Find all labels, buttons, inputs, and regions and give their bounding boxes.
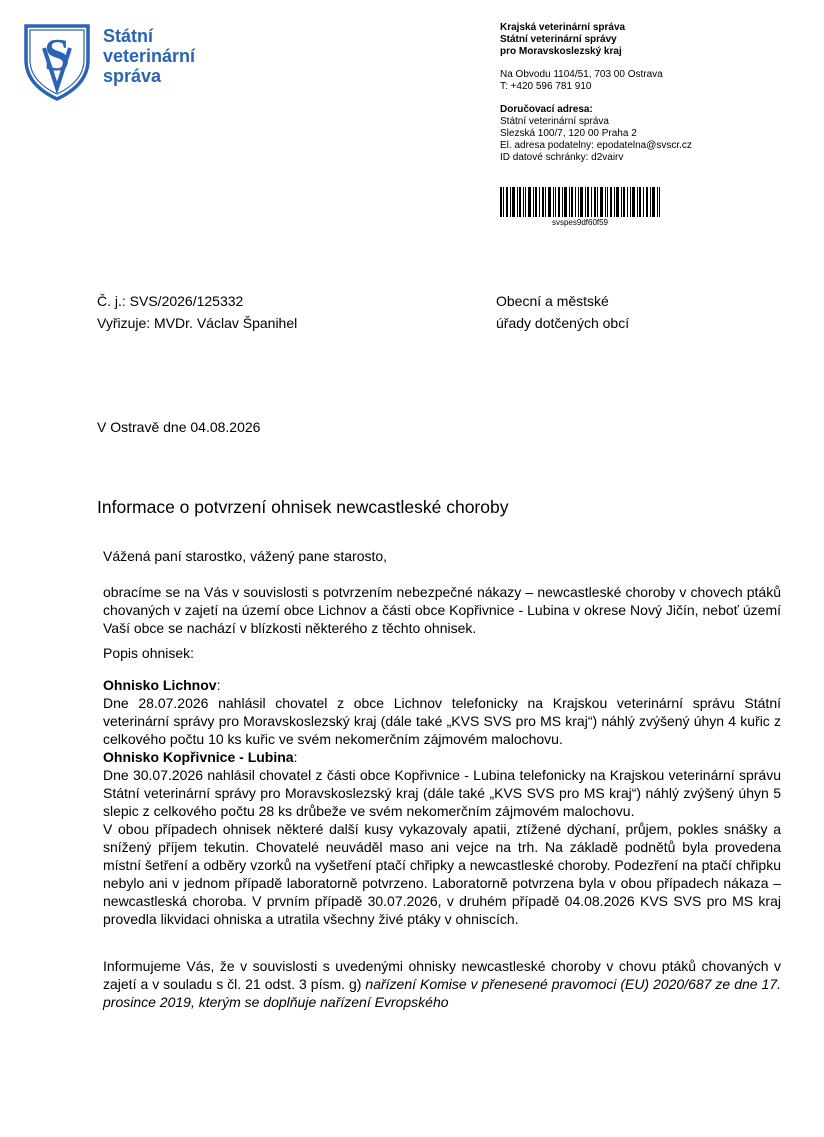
- focus-2-text: Dne 30.07.2026 nahlásil chovatel z části obce Kopřivnice - Lubina telefonicky na Krajskou veterinární správu Státní veterinární správy pro Moravskoslezský kraj (dále také „KVS SVS pro MS kraj“) náhlý zvýšený úhyn 5 slepic z celkového počtu 28 ks drůbeže ve svém nekomerčním zájmovém malochovu.: [103, 767, 781, 819]
- sender-block: [500, 22, 800, 164]
- logo-line-3: správa: [103, 66, 162, 86]
- final-plain: Informujeme Vás, že v souvislosti s uvedenými ohnisky newcastleské choroby v chovu ptáků chovaných v zajetí a v souladu s čl. 21 odst. 3 písm. g): [103, 958, 781, 992]
- barcode-text: svspes9df60f59: [551, 218, 609, 227]
- logo-line-2: veterinární: [103, 46, 196, 66]
- sender-address: Na Obvodu 1104/51, 703 00 Ostrava: [500, 69, 663, 80]
- reference-block: [97, 290, 297, 334]
- letter-body: [103, 547, 781, 1011]
- logo-line-1: Státní: [103, 26, 154, 46]
- subject-title: Informace o potvrzení ohnisek newcastleské choroby: [97, 497, 509, 517]
- both-cases-paragraph: V obou případech ohnisek některé další kusy vykazovaly apatii, ztížené dýchaní, průjem, pokles snášky a snížený příjem tekutin. Chovatelé neuváděl maso ani vejce na trh. Na základě podnětů byla provedena místní šetření a odběry vzorků na vyšetření ptačí chřipky a newcastleské choroby. Podezření na ptačí chřipku nebylo ani v jednom případě laboratorně potvrzeno. Laboratorně potvrzena byla v obou případech nákaza – newcastleská choroba. V prvním případě 30.07.2026, v druhém případě 04.08.2026 KVS SVS pro MS kraj provedla likvidaci ohniska a utratila všechny živé ptáky v ohniscích.: [103, 821, 781, 927]
- sender-phone: T: +420 596 781 910: [500, 81, 592, 92]
- delivery-line-2: Slezská 100/7, 120 00 Praha 2: [500, 128, 637, 139]
- recipient-block: [496, 290, 629, 334]
- handler: Vyřizuje: MVDr. Václav Španihel: [97, 315, 298, 331]
- final-paragraph: [103, 957, 781, 1011]
- intro-paragraph: obracíme se na Vás v souvislosti s potvrzením nebezpečné nákazy – newcastleské choroby v chovech ptáků chovaných v zajetí na území obce Lichnov a části obce Kopřivnice - Lubina v okrese Nový Jičín, neboť území Vaší obce se nachází v blízkosti některého z těchto ohnisek.: [103, 584, 781, 636]
- focus-2-heading: Ohnisko Kopřivnice - Lubina:: [103, 749, 298, 765]
- final-italic: nařízení Komise v přenesené pravomoci (EU) 2020/687 ze dne 17. prosince 2019, kterým se doplňuje nařízení Evropského: [103, 976, 781, 1010]
- sender-name-3: pro Moravskoslezský kraj: [500, 46, 622, 57]
- delivery-line-4: ID datové schránky: d2vairv: [500, 152, 624, 163]
- svg-text:S: S: [44, 29, 70, 80]
- focus-1-heading: Ohnisko Lichnov:: [103, 677, 221, 693]
- barcode-icon: [500, 187, 660, 217]
- sender-name-2: Státní veterinární správy: [500, 34, 617, 45]
- date-line: V Ostravě dne 04.08.2026: [97, 419, 261, 435]
- delivery-title: Doručovací adresa:: [500, 104, 593, 115]
- greeting: Vážená paní starostko, vážený pane starosto,: [103, 548, 388, 564]
- recipient-line-2: úřady dotčených obcí: [496, 315, 630, 331]
- focus-1-title: Ohnisko Lichnov: [103, 677, 217, 693]
- recipient-line-1: Obecní a městské: [496, 293, 609, 309]
- delivery-line-3: El. adresa podatelny: epodatelna@svscr.cz: [500, 140, 692, 151]
- delivery-line-1: Státní veterinární správa: [500, 116, 609, 127]
- svs-logo: [22, 22, 212, 102]
- focus-2-title: Ohnisko Kopřivnice - Lubina: [103, 749, 294, 765]
- reference-number: Č. j.: SVS/2026/125332: [97, 293, 244, 309]
- svs-shield-icon: [22, 22, 92, 102]
- logo-wordmark: [103, 26, 195, 86]
- focus-1-text: Dne 28.07.2026 nahlásil chovatel z obce Lichnov telefonicky na Krajskou veterinární správu Státní veterinární správy pro Moravskoslezský kraj (dále také „KVS SVS pro MS kraj“) náhlý zvýšený úhyn 4 kuřic z celkového počtu 10 ks kuřic ve svém nekomerčním zájmovém malochovu.: [103, 695, 781, 747]
- foci-heading: Popis ohnisek:: [103, 645, 195, 661]
- sender-name-1: Krajská veterinární správa: [500, 22, 626, 33]
